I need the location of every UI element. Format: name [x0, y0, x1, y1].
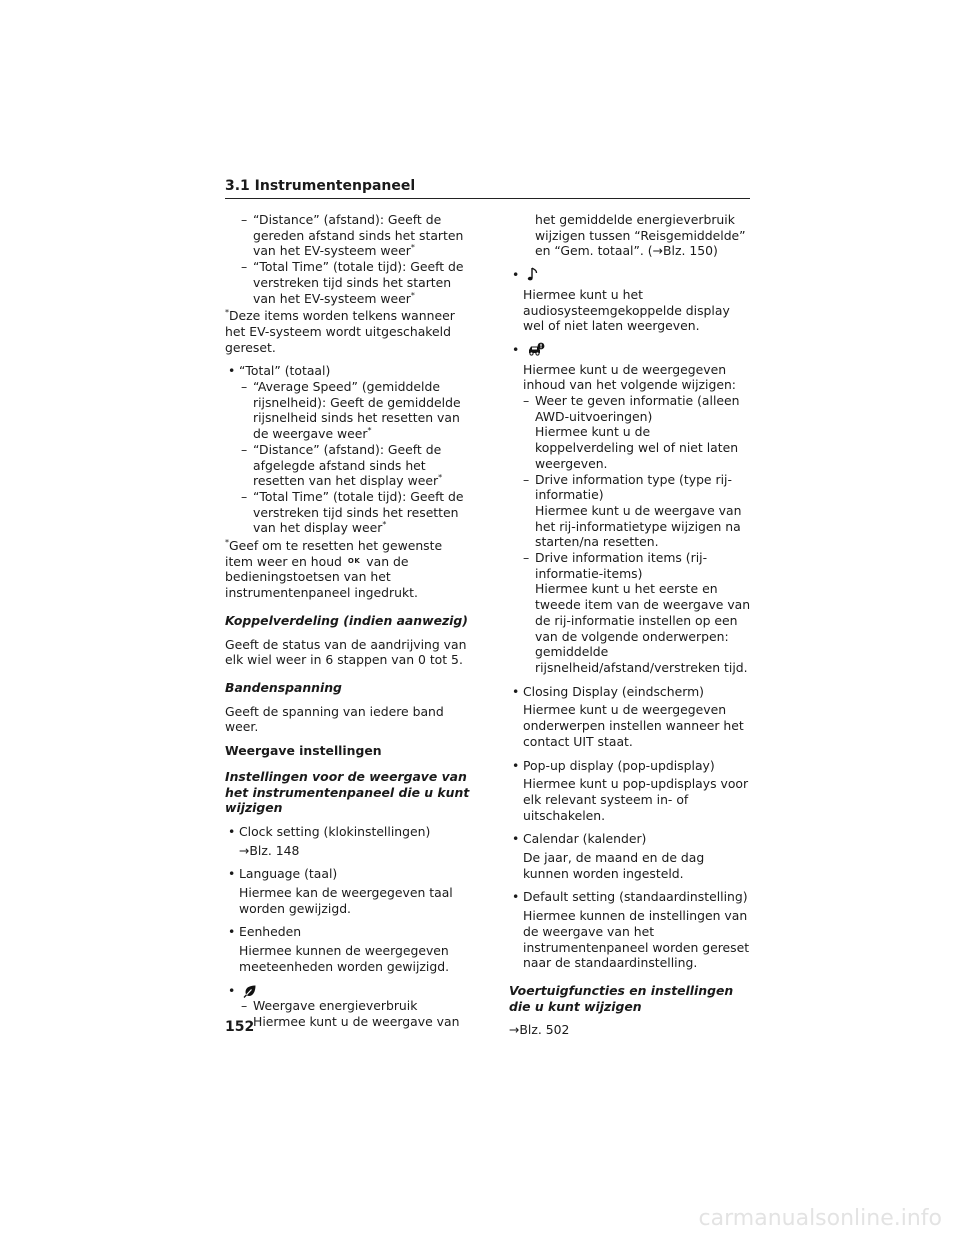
list-item: • Eenheden	[228, 924, 302, 940]
page-header	[225, 178, 750, 199]
section-title: 3.1 Instrumentenpaneel	[225, 178, 416, 194]
list-item: • Closing Display (eindscherm)	[512, 683, 704, 699]
list-item: – “Distance” (afstand): Geeft de afgelegde afstand sinds het resetten van het display weer*	[241, 441, 443, 489]
subheading-koppelverdeling: Koppelverdeling (indien aanwezig)	[225, 612, 468, 628]
list-item: • Pop-up display (pop-updisplay)	[512, 757, 715, 773]
paragraph: Hiermee kunt u pop-updisplays voor elk relevant systeem in- of uitschakelen.	[523, 776, 749, 823]
page-number: 152	[225, 1019, 255, 1035]
list-item: • Default setting (standaardinstelling)	[512, 889, 748, 905]
right-column	[509, 212, 753, 1046]
list-item: •	[509, 342, 753, 358]
left-column	[225, 212, 473, 1030]
paragraph: Hiermee kan de weergegeven taal worden gewijzigd.	[239, 885, 453, 916]
car-settings-icon	[527, 342, 545, 357]
list-item: – “Total Time” (totale tijd): Geeft de verstreken tijd sinds het resetten van het display weer*	[241, 488, 464, 536]
paragraph: Hiermee kunt u de weergave van	[253, 1013, 460, 1029]
list-item: •	[509, 267, 753, 283]
list-item: – Drive information type (type rij-informatie)	[523, 471, 732, 503]
paragraph: Hiermee kunt u de weergegeven inhoud van het volgende wijzigen:	[523, 361, 736, 393]
cross-reference: →Blz. 148	[239, 842, 300, 858]
leaf-icon	[243, 984, 257, 998]
list-item: •	[225, 983, 473, 999]
paragraph: Hiermee kunt u de koppelverdeling wel of niet laten weergeven.	[535, 424, 739, 471]
paragraph: het gemiddelde energieverbruik wijzigen tussen “Reisgemiddelde” en “Gem. totaal”. (→Blz. 150)	[535, 212, 746, 259]
list-item: • Clock setting (klokinstellingen)	[228, 823, 431, 839]
footnote: *Deze items worden telkens wanneer het EV-systeem wordt uitgeschakeld gereset.	[225, 308, 455, 355]
list-item: – Drive information items (rij-informatie-items)	[523, 550, 708, 581]
subheading-instellingen: Instellingen voor de weergave van het instrumentenpaneel die u kunt wijzigen	[225, 768, 470, 816]
paragraph: Hiermee kunt u de weergave van het rij-informatietype wijzigen na starten/na resetten.	[535, 502, 742, 550]
music-note-icon	[527, 267, 539, 282]
list-item: – “Total Time” (totale tijd): Geeft de verstreken tijd sinds het starten van het EV-systeem weer*	[241, 259, 464, 306]
paragraph: Hiermee kunt u het eerste en tweede item van de weergave van de rij-informatie instellen op een van de volgende onderwerpen: gemiddelde rijsnelheid/afstand/verstreken tijd.	[535, 581, 751, 675]
footnote: *Geef om te resetten het gewenste item weer en houd OK van de bedieningstoetsen van het instrumentenpaneel ingedrukt.	[225, 537, 443, 601]
cross-reference: →Blz. 502	[509, 1022, 570, 1038]
paragraph: Hiermee kunnen de instellingen van de weergave van het instrumentenpaneel worden gereset naar de standaardinstelling.	[523, 908, 750, 971]
heading-weergave: Weergave instellingen	[225, 743, 382, 759]
header-rule	[225, 198, 750, 199]
subheading-voertuigfuncties: Voertuigfuncties en instellingen die u kunt wijzigen	[509, 982, 734, 1014]
list-item: • Calendar (kalender)	[512, 831, 647, 847]
list-item: • “Total” (totaal)	[228, 363, 331, 379]
ok-button-icon: OK	[347, 556, 361, 565]
subheading-bandenspanning: Bandenspanning	[225, 679, 342, 695]
paragraph: Hiermee kunt u de weergegeven onderwerpen instellen wanneer het contact UIT staat.	[523, 702, 744, 749]
watermark: carmanualsonline.info	[698, 1206, 942, 1231]
list-item: • Language (taal)	[228, 866, 338, 882]
paragraph: Hiermee kunt u het audiosysteemgekoppelde display wel of niet laten weergeven.	[523, 286, 730, 334]
paragraph: De jaar, de maand en de dag kunnen worden ingesteld.	[523, 850, 705, 881]
list-item: – Weer te geven informatie (alleen AWD-uitvoeringen)	[523, 393, 740, 424]
paragraph: Geeft de spanning van iedere band weer.	[225, 703, 444, 735]
list-item: – “Average Speed” (gemiddelde rijsnelheid): Geeft de gemiddelde rijsnelheid sinds het resetten van de weergave weer*	[241, 379, 461, 442]
paragraph: Hiermee kunnen de weergegeven meeteenheden worden gewijzigd.	[239, 943, 450, 974]
paragraph: Geeft de status van de aandrijving van elk wiel weer in 6 stappen van 0 tot 5.	[225, 636, 467, 668]
list-item: – Weergave energieverbruik	[241, 998, 418, 1014]
list-item: – “Distance” (afstand): Geeft de gereden afstand sinds het starten van het EV-systeem weer*	[241, 212, 464, 259]
